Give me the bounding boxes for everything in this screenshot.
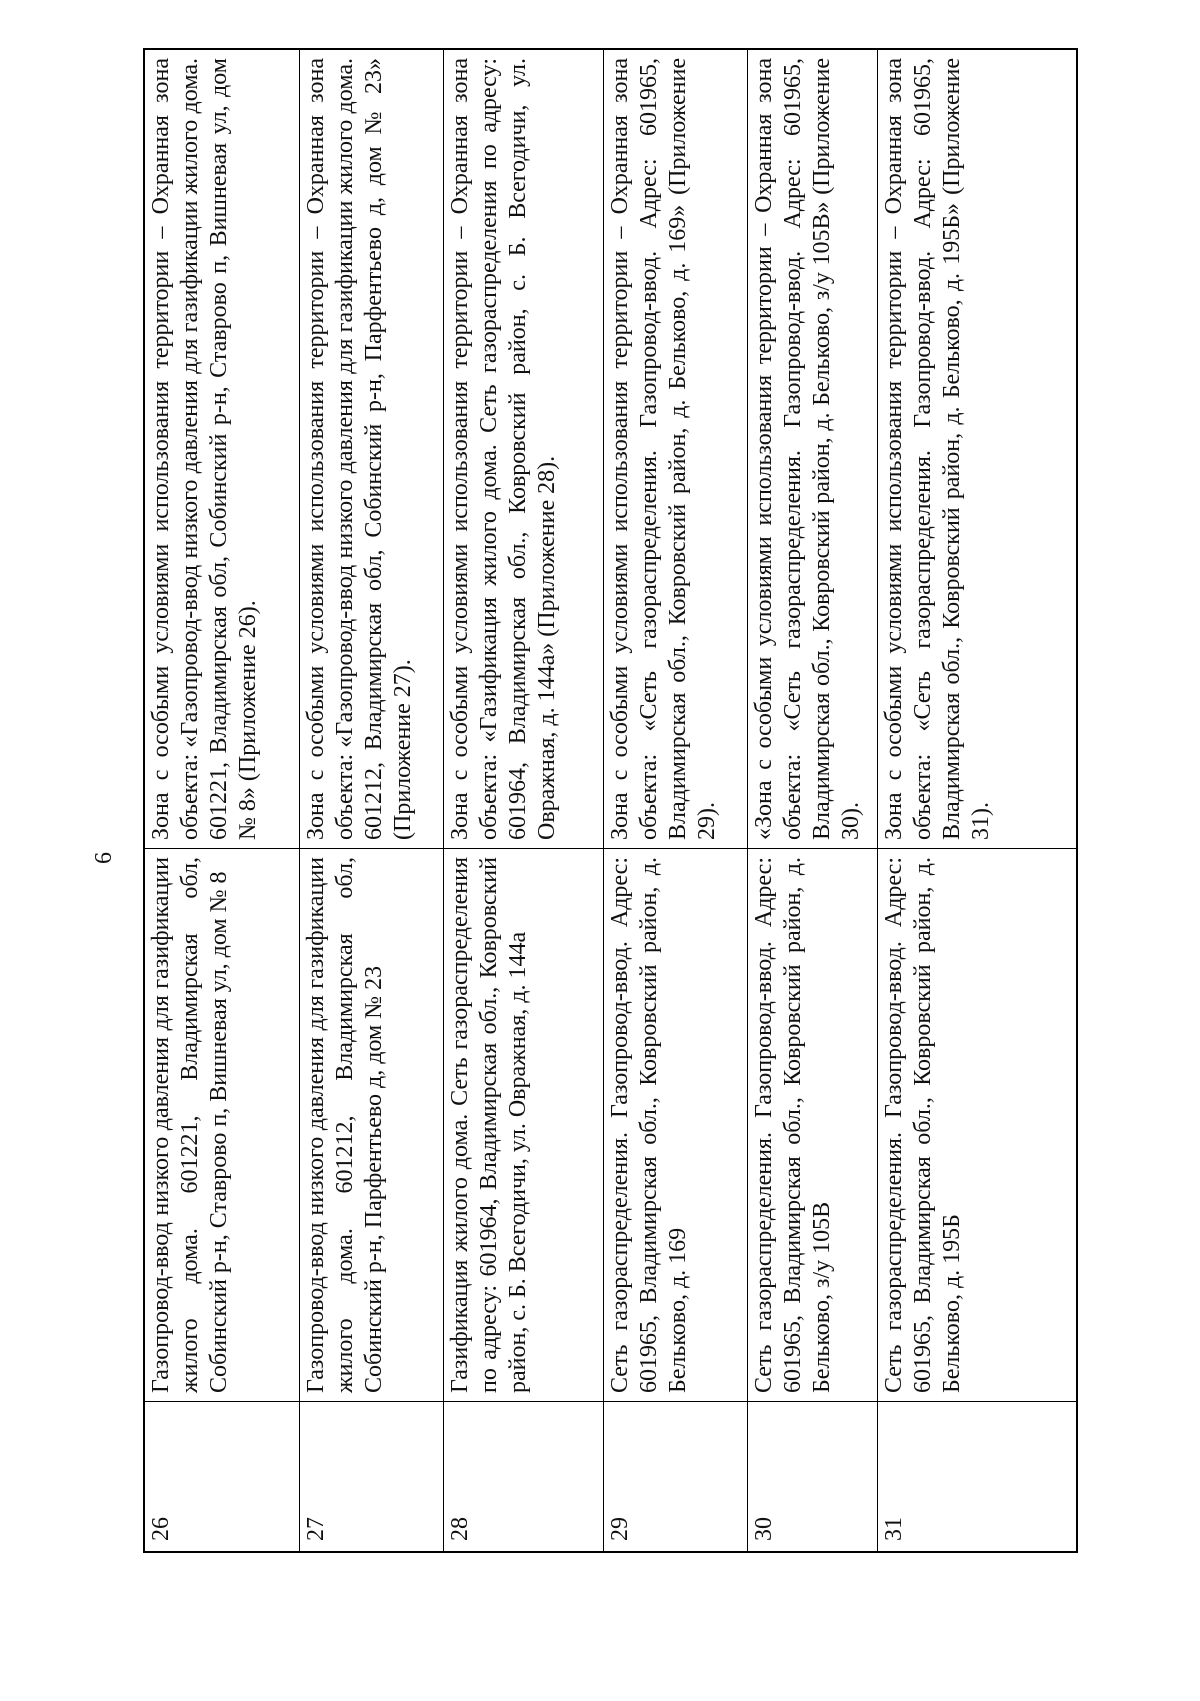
table-row — [299, 50, 443, 1551]
object-description-cell: Газификация жилого дома. Сеть газораспределения по адресу: 601964, Владимирская обл., Ковровский район, с. Б. Всегодичи, ул. Овражная, д. 144а — [444, 848, 603, 1401]
object-description-cell: Сеть газораспределения. Газопровод-ввод. Адрес: 601965, Владимирская обл., Ковровский район, д. Бельково, д. 169 — [604, 848, 747, 1401]
table-row — [603, 50, 747, 1551]
row-number-cell: 29 — [604, 1401, 747, 1551]
row-number-cell: 30 — [748, 1401, 877, 1551]
zone-description-cell: Зона с особыми условиями использования территории – Охранная зона объекта: «Сеть газораспределения. Газопровод-ввод. Адрес: 601965, Владимирская обл., Ковровский район, д. Бельково, д. 195Б» (Приложение 31). — [881, 58, 994, 840]
row-number-cell: 31 — [878, 1401, 1076, 1551]
table-row — [145, 50, 299, 1551]
object-description-cell: Газопровод-ввод низкого давления для газификации жилого дома. 601221, Владимирская обл, Собинский р-н, Ставрово п, Вишневая ул, дом № 8 — [145, 848, 299, 1401]
table-row — [877, 50, 1076, 1551]
table-row — [747, 50, 877, 1551]
object-description-cell: Сеть газораспределения. Газопровод-ввод. Адрес: 601965, Владимирская обл., Ковровский район, д. Бельково, д. 195Б — [878, 848, 1076, 1401]
row-number-cell: 27 — [300, 1401, 443, 1551]
object-description-cell: Сеть газораспределения. Газопровод-ввод. Адрес: 601965, Владимирская обл., Ковровский район, д. Бельково, з/у 105В — [748, 848, 877, 1401]
row-number-cell: 26 — [145, 1401, 299, 1551]
zone-description-cell: Зона с особыми условиями использования территории – Охранная зона объекта: «Газопровод-ввод низкого давления для газификации жилого дома. 601212, Владимирская обл, Собинский р-н, Парфентьево д, дом № 23» (Приложение 27). — [303, 58, 416, 840]
row-number-cell: 28 — [444, 1401, 603, 1551]
zone-description-cell: Зона с особыми условиями использования территории – Охранная зона объекта: «Газификация жилого дома. Сеть газораспределения по адресу: 601964, Владимирская обл., Ковровский район, с. Б. Всегодичи, ул. Овражная, д. 144а» (Приложение 28). — [447, 58, 560, 840]
zone-description-cell: Зона с особыми условиями использования территории – Охранная зона объекта: «Сеть газораспределения. Газопровод-ввод. Адрес: 601965, Владимирская обл., Ковровский район, д. Бельково, д. 169» (Приложение 29). — [607, 58, 720, 840]
zone-description-cell: Зона с особыми условиями использования территории – Охранная зона объекта: «Газопровод-ввод низкого давления для газификации жилого дома. 601221, Владимирская обл, Собинский р-н, Ставрово п, Вишневая ул, дом № 8» (Приложение 26). — [148, 58, 261, 840]
zones-table — [143, 48, 1078, 1553]
page-number: 6 — [91, 852, 117, 864]
zone-description-cell: «Зона с особыми условиями использования территории – Охранная зона объекта: «Сеть газораспределения. Газопровод-ввод. Адрес: 601965, Владимирская обл., Ковровский район, д. Бельково, з/у 105В» (Приложение 30). — [751, 58, 864, 840]
object-description-cell: Газопровод-ввод низкого давления для газификации жилого дома. 601212, Владимирская обл, Собинский р-н, Парфентьево д, дом № 23 — [300, 848, 443, 1401]
table-row — [443, 50, 603, 1551]
